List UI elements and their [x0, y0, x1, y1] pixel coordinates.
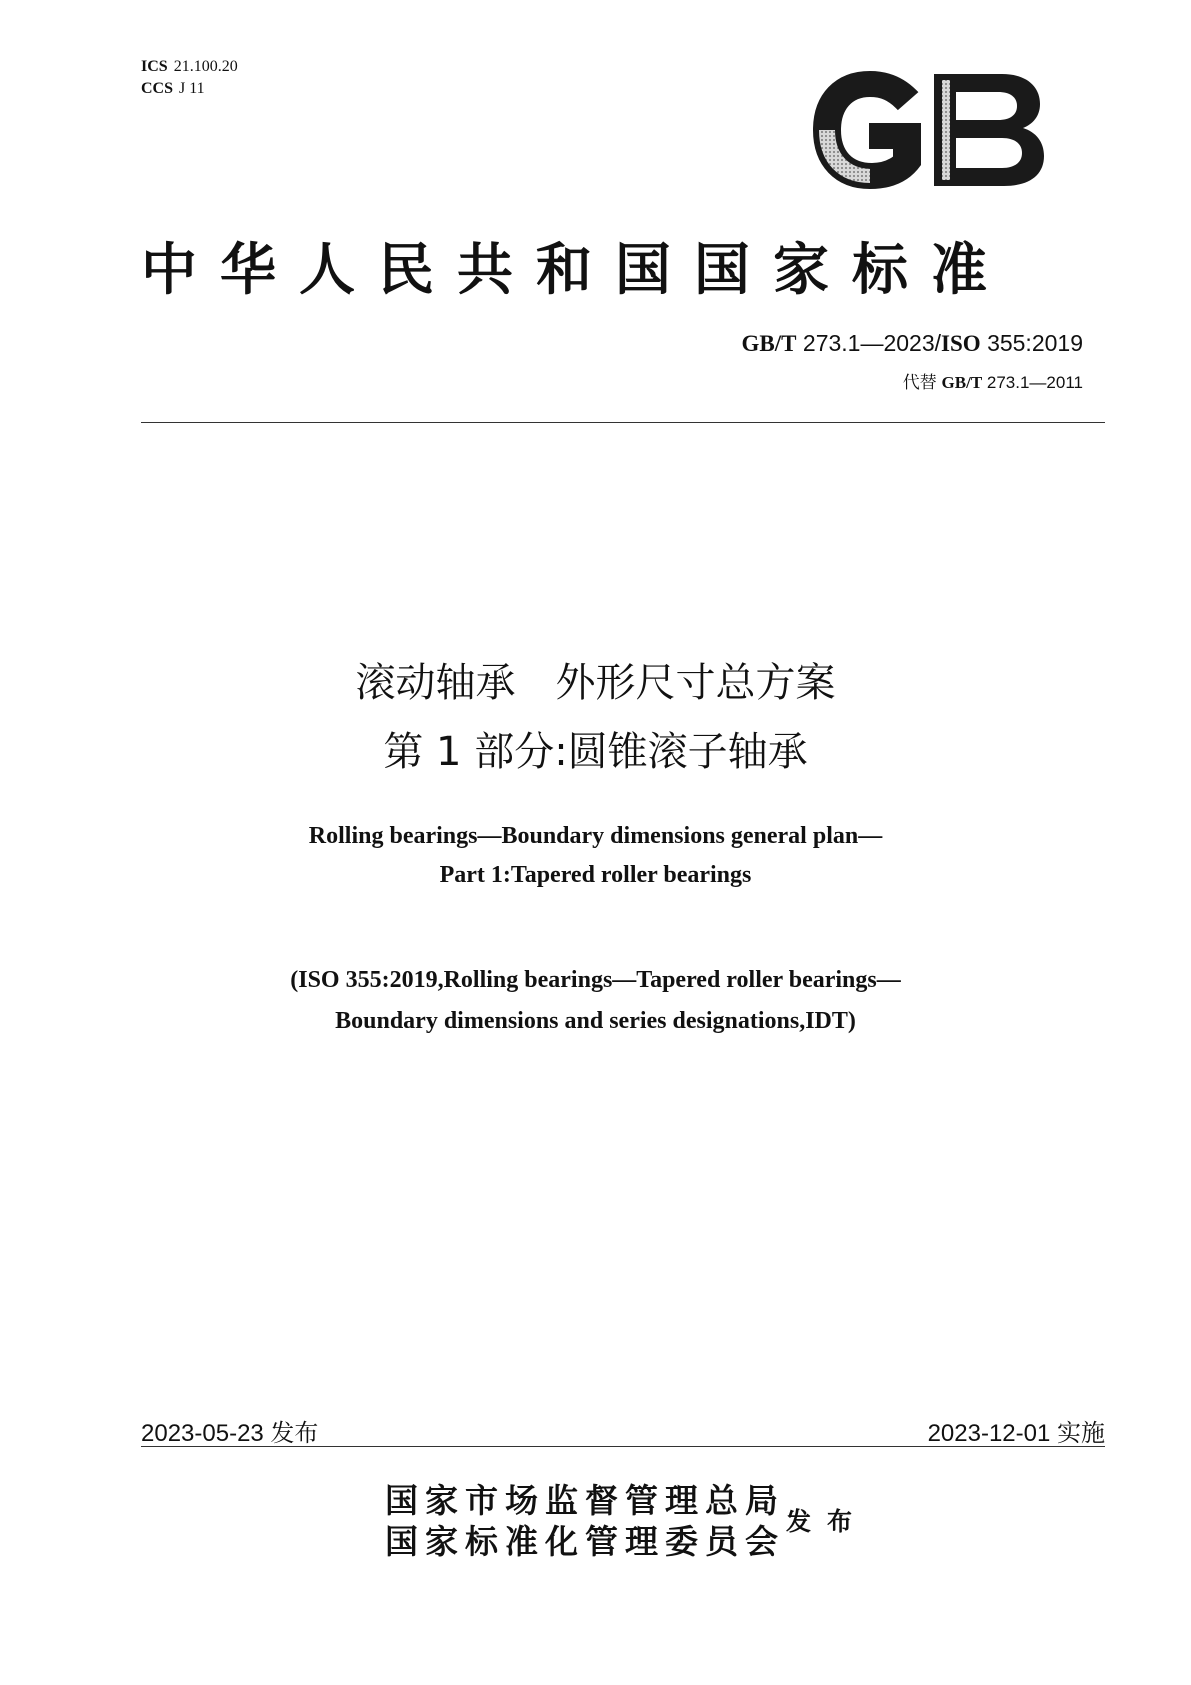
ccs-code: CCS J 11: [141, 80, 205, 97]
gb-logo: [812, 70, 1047, 190]
national-standard-heading: 中华人民共和国国家标准: [141, 238, 1010, 303]
header-divider: [141, 422, 1105, 423]
ics-code: ICS 21.100.20: [141, 58, 238, 75]
title-zh-line2: 第 1 部分:圆锥滚子轴承: [383, 729, 808, 775]
classification-codes: [141, 56, 238, 100]
issuer-sac: 国家标准化管理委员会: [385, 1522, 785, 1561]
title-en-line1: Rolling bearings—Boundary dimensions general plan—: [308, 823, 883, 849]
iso-reference-line2: Boundary dimensions and series designations,IDT): [335, 1008, 856, 1034]
publish-label: 发布: [786, 1507, 869, 1536]
iso-reference-line1: (ISO 355:2019,Rolling bearings—Tapered roller bearings—: [290, 967, 901, 993]
issuing-authorities: [385, 1480, 785, 1562]
title-en-line2: Part 1:Tapered roller bearings: [439, 862, 752, 888]
replaces-standard: 代替 GB/T 273.1—2011: [902, 373, 1083, 392]
effective-date: 2023-12-01 实施: [927, 1420, 1105, 1447]
footer-divider: [141, 1446, 1105, 1447]
standard-number: GB/T 273.1—2023/ISO 355:2019: [741, 330, 1083, 356]
issue-date: 2023-05-23 发布: [141, 1420, 319, 1447]
issuer-samr: 国家市场监督管理总局: [385, 1481, 785, 1520]
title-zh-line1: 滚动轴承 外形尺寸总方案: [355, 660, 836, 706]
